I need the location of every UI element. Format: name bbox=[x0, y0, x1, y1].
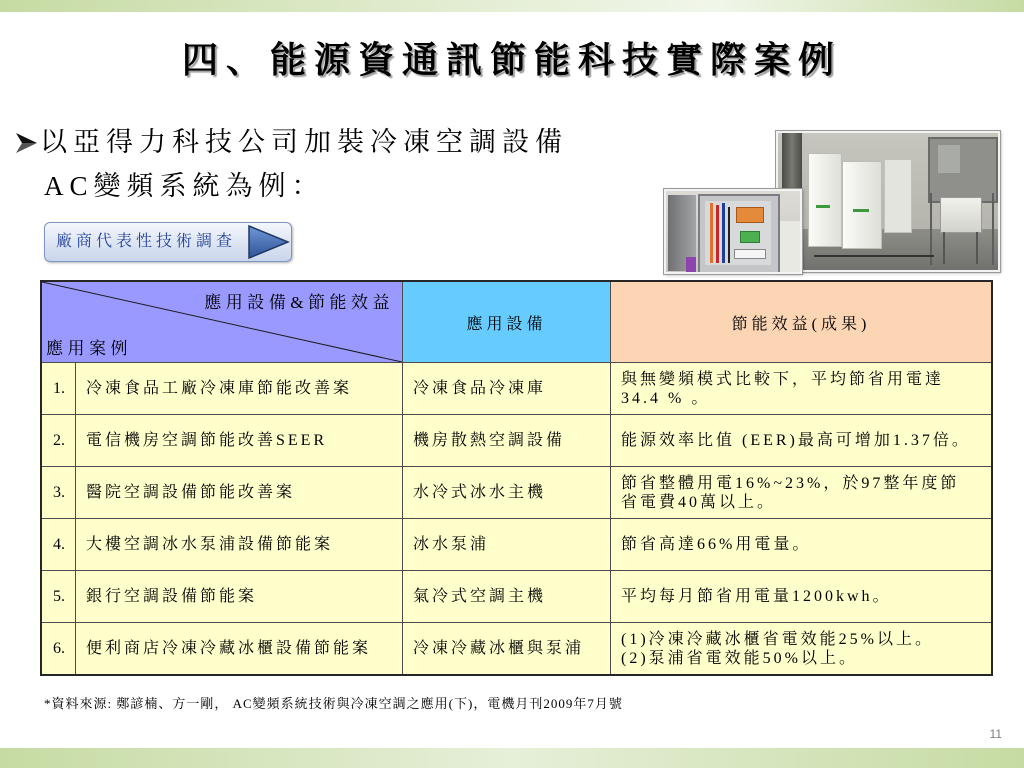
case-number: 2. bbox=[42, 415, 75, 466]
benefit-line: 省電費40萬以上。 bbox=[621, 493, 777, 511]
equipment-name: 冷凍食品冷凍庫 bbox=[403, 363, 610, 414]
photo-unit-box bbox=[940, 197, 982, 233]
page-number: 11 bbox=[989, 727, 1002, 741]
diagonal-header-cell bbox=[42, 282, 402, 362]
photo-wire bbox=[710, 203, 713, 263]
photo-small-object bbox=[686, 257, 696, 273]
header-case-label: 應用案例 bbox=[46, 339, 132, 358]
benefit-cell bbox=[611, 519, 991, 570]
equipment-name: 水冷式冰水主機 bbox=[403, 467, 610, 518]
equipment-name: 氣冷式空調主機 bbox=[403, 571, 610, 622]
benefit-line: 平均每月節省用電量1200kwh。 bbox=[621, 588, 892, 605]
case-name: 電信機房空調節能改善SEER bbox=[76, 415, 402, 466]
control-panel-photo bbox=[664, 189, 802, 274]
photo-side-unit bbox=[780, 221, 802, 273]
arrow-bullet-icon bbox=[14, 131, 38, 155]
photo-unit-leg bbox=[976, 232, 978, 264]
play-triangle-icon[interactable] bbox=[246, 224, 290, 260]
benefit-line: 34.4 % 。 bbox=[621, 389, 711, 407]
case-name: 大樓空調冰水泵浦設備節能案 bbox=[76, 519, 402, 570]
case-table bbox=[40, 280, 993, 676]
photo-cabinet-label bbox=[853, 209, 869, 212]
benefit-line: 節省整體用電16%~23%，於97整年度節 bbox=[621, 474, 960, 492]
photo-display bbox=[740, 231, 760, 243]
photo-cabinet bbox=[808, 153, 842, 247]
case-name: 便利商店冷凍冷藏冰櫃設備節能案 bbox=[76, 623, 402, 674]
benefit-line: 節省高達66%用電量。 bbox=[621, 536, 812, 553]
equipment-room-photo bbox=[776, 131, 1000, 272]
equipment-name: 冷凍冷藏冰櫃與泵浦 bbox=[403, 623, 610, 674]
slide-title: 四、能源資通訊節能科技實際案例 bbox=[181, 40, 842, 80]
case-name: 冷凍食品工廠冷凍庫節能改善案 bbox=[76, 363, 402, 414]
bottom-decorative-band bbox=[0, 748, 1024, 768]
case-number: 5. bbox=[42, 571, 75, 622]
photo-floor-cable bbox=[814, 255, 934, 257]
benefit-cell bbox=[611, 415, 991, 466]
benefit-cell bbox=[611, 571, 991, 622]
case-number: 6. bbox=[42, 623, 75, 674]
top-decorative-band bbox=[0, 0, 1024, 12]
photo-cabinet bbox=[842, 161, 882, 249]
case-number: 1. bbox=[42, 363, 75, 414]
header-equipment: 應用設備 bbox=[403, 282, 610, 362]
benefit-line: (1)冷凍冷藏冰櫃省電效能25%以上。 bbox=[621, 630, 934, 648]
equipment-name: 機房散熱空調設備 bbox=[403, 415, 610, 466]
equipment-name: 冰水泵浦 bbox=[403, 519, 610, 570]
case-name: 銀行空調設備節能案 bbox=[76, 571, 402, 622]
photo-door-window bbox=[938, 145, 960, 173]
case-name: 醫院空調設備節能改善案 bbox=[76, 467, 402, 518]
benefit-line: (2)泵浦省電效能50%以上。 bbox=[621, 649, 858, 667]
benefit-cell bbox=[611, 623, 991, 674]
photo-frame-post bbox=[992, 193, 994, 265]
header-benefit: 節能效益(成果) bbox=[611, 282, 991, 362]
photo-unit-leg bbox=[943, 232, 945, 264]
header-equipment-benefit-label: 應用設備&節能效益 bbox=[204, 293, 394, 312]
photo-wire bbox=[716, 205, 719, 263]
bullet-text-line: 以亞得力科技公司加裝冷凍空調設備 bbox=[40, 127, 568, 157]
photo-cabinet-label bbox=[816, 205, 830, 208]
benefit-line: 能源效率比值 (EER)最高可增加1.37倍。 bbox=[621, 432, 971, 449]
photo-breaker-row bbox=[734, 249, 766, 259]
source-note: *資料來源: 鄭諺楠、方一剛， AC變頻系統技術與冷凍空調之應用(下)，電機月刊2009年7月號 bbox=[44, 696, 623, 711]
benefit-line: 與無變頻模式比較下，平均節省用電達 bbox=[621, 370, 945, 388]
photo-wire bbox=[722, 203, 725, 263]
photo-wire bbox=[728, 207, 730, 263]
benefit-cell bbox=[611, 467, 991, 518]
vendor-survey-button-label: 廠商代表性技術調查 bbox=[56, 233, 237, 250]
case-number: 4. bbox=[42, 519, 75, 570]
photo-cabinet bbox=[884, 159, 912, 233]
photo-component bbox=[736, 207, 764, 223]
case-number: 3. bbox=[42, 467, 75, 518]
benefit-cell bbox=[611, 363, 991, 414]
vendor-survey-button[interactable] bbox=[44, 222, 292, 262]
bullet-text-line: AC變頻系統為例： bbox=[44, 171, 325, 201]
